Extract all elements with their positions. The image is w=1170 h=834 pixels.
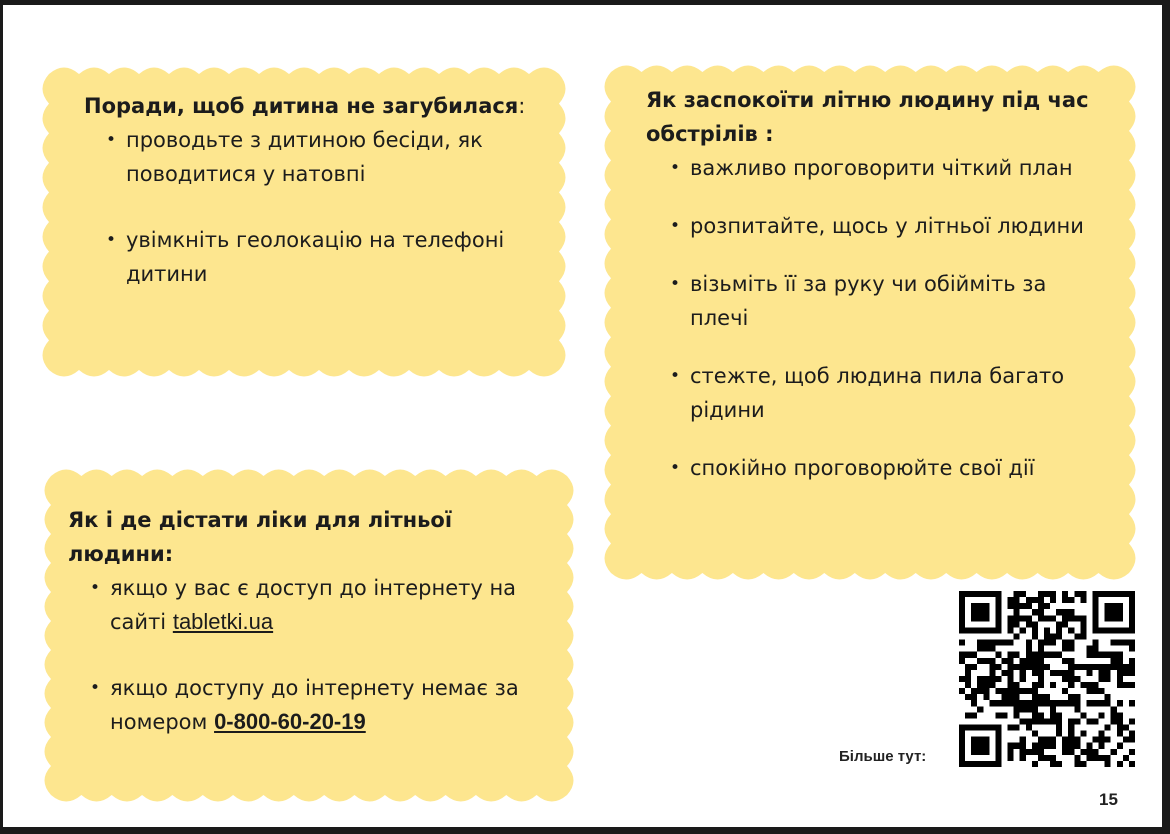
list-item: • якщо у вас є доступ до інтернету на сайті tabletki.ua — [88, 571, 538, 639]
list-item: • візьміть її за руку чи обійміть за плечі — [668, 267, 1106, 335]
card-lost-child-title: Поради, щоб дитина не загубилася: — [84, 94, 526, 118]
list-item: • увімкніть геолокацію на телефоні дитини — [104, 223, 534, 291]
qr-label: Більше тут: — [839, 748, 927, 765]
page-number: 15 — [1099, 790, 1118, 809]
list-item: • спокійно проговорюйте свої дії — [668, 451, 1106, 485]
list-item: • стежте, щоб людина пила багато рідини — [668, 359, 1106, 427]
list-item: • важливо проговорити чіткий план — [668, 151, 1106, 185]
card-calm-elderly — [598, 59, 1142, 586]
qr-code-icon[interactable] — [959, 591, 1135, 767]
card-lost-child-list — [104, 123, 534, 291]
card-lost-child — [36, 61, 572, 383]
list-item: • розпитайте, щось у літньої людини — [668, 209, 1106, 243]
tabletki-link[interactable]: tabletki.ua — [172, 609, 274, 634]
list-item: • якщо доступу до інтернету немає за номером 0-800-60-20-19 — [88, 671, 538, 739]
card-calm-elderly-title: Як заспокоїти літню людину під час обстрілів : — [646, 88, 1089, 146]
card-calm-elderly-list — [668, 151, 1106, 485]
card-medicine-title: Як і де дістати ліки для літньої людини: — [68, 508, 453, 566]
card-medicine — [38, 463, 580, 808]
list-item: • проводьте з дитиною бесіди, як поводитися у натовпі — [104, 123, 534, 191]
card-medicine-list — [88, 571, 538, 739]
hotline-phone-link[interactable]: 0-800-60-20-19 — [214, 709, 366, 734]
page — [3, 5, 1162, 827]
